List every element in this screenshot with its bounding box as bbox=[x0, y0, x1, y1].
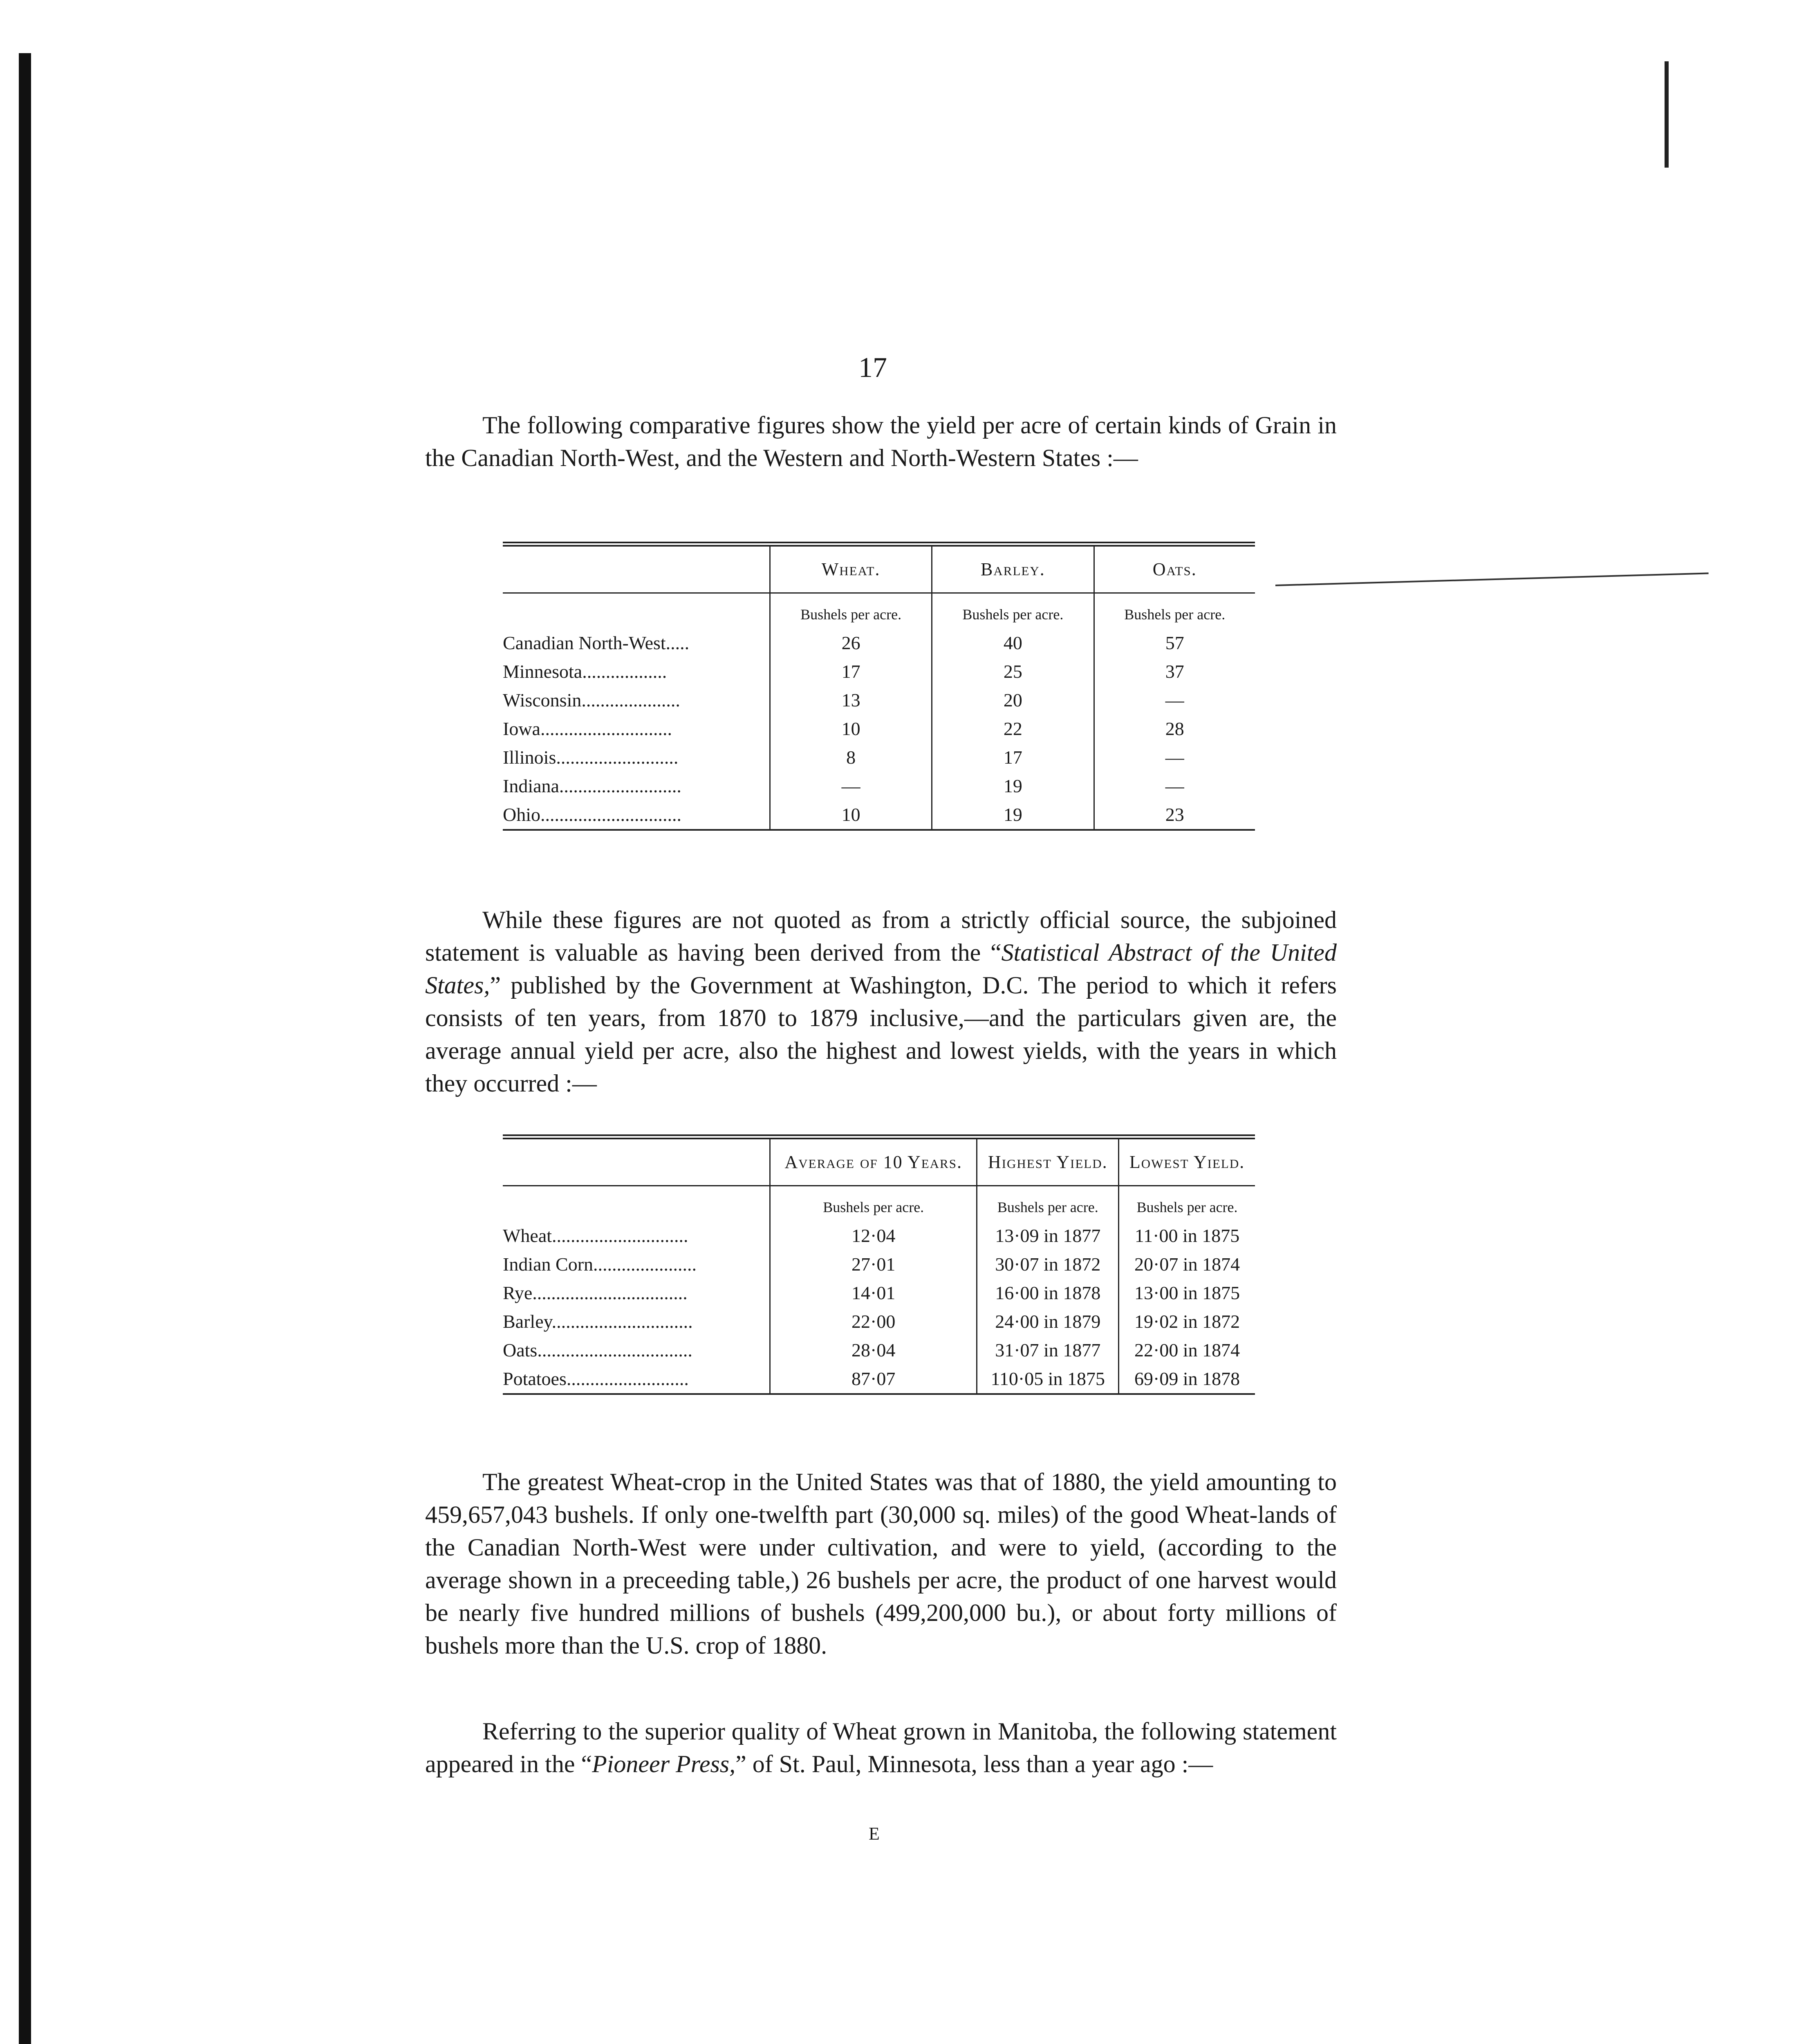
grain-yield-table bbox=[503, 542, 1255, 831]
wheat-value: — bbox=[770, 772, 932, 800]
highest-value: 31·07 in 1877 bbox=[977, 1336, 1119, 1365]
lowest-value: 11·00 in 1875 bbox=[1119, 1221, 1255, 1250]
table-row bbox=[503, 1365, 1255, 1394]
average-value: 27·01 bbox=[770, 1250, 977, 1279]
barley-value: 19 bbox=[932, 800, 1094, 830]
region-name: Wisconsin..................... bbox=[503, 690, 680, 710]
average-value: 87·07 bbox=[770, 1365, 977, 1394]
intro-paragraph: The following comparative figures show the yield per acre of certain kinds of Grain in the Canadian North-West, and the Western and North-Western States :— bbox=[425, 412, 1337, 471]
scan-edge-mark bbox=[1665, 61, 1669, 168]
wheat-value: 13 bbox=[770, 686, 932, 715]
lowest-value: 20·07 in 1874 bbox=[1119, 1250, 1255, 1279]
barley-value: 22 bbox=[932, 715, 1094, 743]
lowest-column-header: Lowest Yield. bbox=[1119, 1137, 1255, 1186]
table-row bbox=[503, 686, 1255, 715]
region-name: Illinois.......................... bbox=[503, 747, 679, 768]
average-value: 22·00 bbox=[770, 1307, 977, 1336]
table-row bbox=[503, 1279, 1255, 1307]
average-column-header: Average of 10 Years. bbox=[770, 1137, 977, 1186]
crop-name: Oats................................. bbox=[503, 1340, 692, 1360]
unit-label: Bushels per acre. bbox=[1119, 1186, 1255, 1222]
table-row bbox=[503, 715, 1255, 743]
newspaper-title: Pioneer Press, bbox=[592, 1750, 736, 1777]
lowest-value: 13·00 in 1875 bbox=[1119, 1279, 1255, 1307]
barley-value: 20 bbox=[932, 686, 1094, 715]
statistical-abstract-paragraph: While these figures are not quoted as from a strictly official source, the subjoined statement is valuable as having been derived from the “Statistical Abstract of the United States,” published by the Government at Washington, D.C. The period to which it refers consists of ten years, from 1870 to 1879 inclusive,—and the particulars given are, the average annual yield per acre, also the highest and lowest yields, with the years in which they occurred :— bbox=[425, 906, 1337, 1097]
region-name: Ohio.............................. bbox=[503, 804, 681, 825]
wheat-crop-paragraph: The greatest Wheat-crop in the United States was that of 1880, the yield amounting to 459,657,043 bushels. If only one-twelfth part (30,000 sq. miles) of the good Wheat-lands of the Canadian North-West were under cultivation, and were to yield, (according to the average shown in a preceeding table,) 26 bushels per acre, the product of one harvest would be nearly five hundred millions of bushels (499,200,000 bu.), or about forty millions of bushels more than the U.S. crop of 1880. bbox=[425, 1468, 1337, 1659]
oats-value: 28 bbox=[1094, 715, 1255, 743]
wheat-value: 10 bbox=[770, 715, 932, 743]
binding-edge bbox=[19, 53, 31, 2044]
crop-name: Potatoes.......................... bbox=[503, 1368, 689, 1389]
barley-value: 19 bbox=[932, 772, 1094, 800]
highest-value: 13·09 in 1877 bbox=[977, 1221, 1119, 1250]
oats-value: — bbox=[1094, 772, 1255, 800]
table-row bbox=[503, 657, 1255, 686]
barley-value: 17 bbox=[932, 743, 1094, 772]
region-name: Canadian North-West..... bbox=[503, 632, 690, 653]
signature-mark: E bbox=[869, 1824, 880, 1844]
oats-value: — bbox=[1094, 686, 1255, 715]
table-row bbox=[503, 800, 1255, 830]
wheat-column-header: Wheat. bbox=[770, 544, 932, 593]
oats-value: 37 bbox=[1094, 657, 1255, 686]
lowest-value: 22·00 in 1874 bbox=[1119, 1336, 1255, 1365]
region-name: Iowa............................ bbox=[503, 718, 672, 739]
region-name: Indiana.......................... bbox=[503, 775, 681, 796]
oats-value: — bbox=[1094, 743, 1255, 772]
table-row bbox=[503, 1250, 1255, 1279]
stray-pen-line bbox=[1275, 572, 1709, 586]
table-row bbox=[503, 629, 1255, 657]
unit-label: Bushels per acre. bbox=[770, 593, 932, 629]
crop-name: Wheat............................. bbox=[503, 1225, 688, 1246]
highest-value: 24·00 in 1879 bbox=[977, 1307, 1119, 1336]
oats-value: 57 bbox=[1094, 629, 1255, 657]
table-row bbox=[503, 1221, 1255, 1250]
units-row bbox=[503, 593, 1255, 629]
highest-value: 110·05 in 1875 bbox=[977, 1365, 1119, 1394]
average-value: 28·04 bbox=[770, 1336, 977, 1365]
barley-value: 25 bbox=[932, 657, 1094, 686]
manitoba-wheat-paragraph: Referring to the superior quality of Wheat grown in Manitoba, the following statement appeared in the “Pioneer Press,” of St. Paul, Minnesota, less than a year ago :— bbox=[425, 1718, 1337, 1777]
units-row bbox=[503, 1186, 1255, 1222]
highest-column-header: Highest Yield. bbox=[977, 1137, 1119, 1186]
lowest-value: 69·09 in 1878 bbox=[1119, 1365, 1255, 1394]
region-name: Minnesota.................. bbox=[503, 661, 667, 682]
lowest-value: 19·02 in 1872 bbox=[1119, 1307, 1255, 1336]
crop-name: Indian Corn...................... bbox=[503, 1254, 697, 1275]
unit-label: Bushels per acre. bbox=[1094, 593, 1255, 629]
wheat-value: 8 bbox=[770, 743, 932, 772]
wheat-value: 26 bbox=[770, 629, 932, 657]
wheat-value: 10 bbox=[770, 800, 932, 830]
table-row bbox=[503, 743, 1255, 772]
crop-column-header bbox=[503, 1137, 770, 1186]
page-number: 17 bbox=[858, 352, 887, 383]
highest-value: 30·07 in 1872 bbox=[977, 1250, 1119, 1279]
unit-label: Bushels per acre. bbox=[770, 1186, 977, 1222]
wheat-value: 17 bbox=[770, 657, 932, 686]
table-row bbox=[503, 1336, 1255, 1365]
publication-title: Statistical Abstract of the United States, bbox=[425, 939, 1337, 999]
table-row bbox=[503, 772, 1255, 800]
oats-column-header: Oats. bbox=[1094, 544, 1255, 593]
average-value: 12·04 bbox=[770, 1221, 977, 1250]
average-value: 14·01 bbox=[770, 1279, 977, 1307]
table-row bbox=[503, 1307, 1255, 1336]
barley-column-header: Barley. bbox=[932, 544, 1094, 593]
us-average-yield-table bbox=[503, 1134, 1255, 1395]
region-column-header bbox=[503, 544, 770, 593]
oats-value: 23 bbox=[1094, 800, 1255, 830]
table-header-row bbox=[503, 544, 1255, 593]
crop-name: Barley.............................. bbox=[503, 1311, 693, 1332]
highest-value: 16·00 in 1878 bbox=[977, 1279, 1119, 1307]
barley-value: 40 bbox=[932, 629, 1094, 657]
table-header-row bbox=[503, 1137, 1255, 1186]
unit-label: Bushels per acre. bbox=[977, 1186, 1119, 1222]
unit-label: Bushels per acre. bbox=[932, 593, 1094, 629]
crop-name: Rye................................. bbox=[503, 1282, 688, 1303]
